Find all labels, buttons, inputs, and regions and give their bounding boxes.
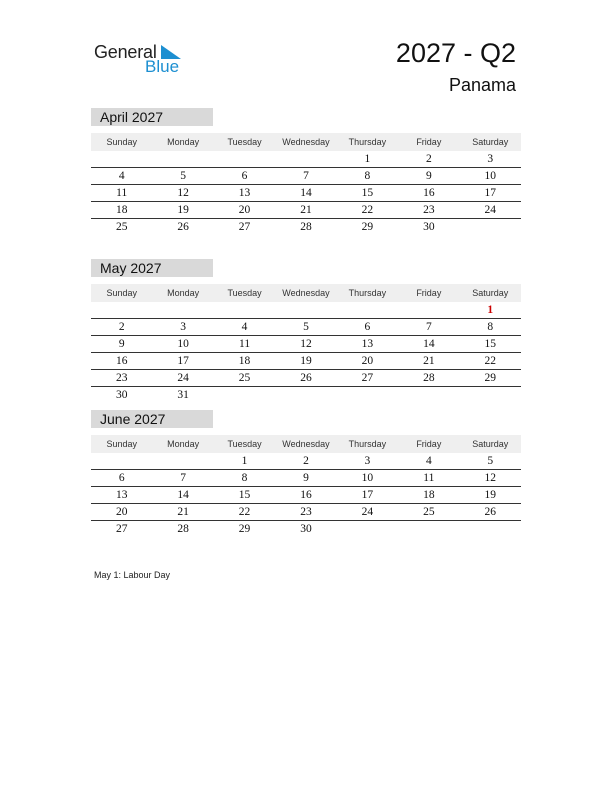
day-cell: 28 [300, 221, 312, 233]
day-cell: 26 [177, 221, 189, 233]
weekday-label: Sunday [106, 137, 137, 147]
week-row [91, 151, 521, 168]
day-cell: 17 [177, 355, 189, 367]
day-cell: 7 [180, 472, 186, 484]
day-cell: 1 [241, 455, 248, 467]
day-cell: 31 [177, 389, 189, 401]
day-cell: 14 [177, 489, 189, 501]
day-cell: 3 [487, 153, 494, 165]
day-cell: 12 [484, 472, 496, 484]
weekday-header-row [91, 284, 521, 302]
empty-day-cell [91, 302, 152, 318]
week-row [91, 453, 521, 470]
day-cell: 13 [115, 489, 128, 501]
weekday-label: Monday [167, 288, 200, 298]
day-cell: 26 [484, 506, 496, 518]
month-header: June 2027 [91, 410, 213, 428]
day-cell: 27 [115, 523, 128, 535]
empty-day-cell [275, 302, 336, 318]
day-cell: 27 [238, 221, 251, 233]
empty-day-cell [460, 219, 521, 235]
day-cell: 23 [300, 506, 312, 518]
day-cell: 24 [484, 204, 496, 216]
week-row [91, 336, 521, 353]
week-row [91, 353, 521, 370]
day-cell: 21 [177, 506, 189, 518]
empty-day-cell [460, 521, 521, 537]
day-cell: 8 [487, 321, 494, 333]
week-row [91, 470, 521, 487]
day-cell: 29 [361, 221, 374, 233]
day-cell: 7 [425, 321, 432, 333]
day-cell: 19 [177, 204, 189, 216]
weekday-label: Sunday [106, 288, 137, 298]
empty-day-cell [152, 151, 213, 167]
weekday-label: Friday [416, 288, 442, 298]
day-cell: 1 [364, 153, 371, 165]
empty-day-cell [337, 521, 398, 537]
empty-day-cell [214, 302, 275, 318]
day-cell: 1 [487, 304, 494, 316]
empty-day-cell [460, 387, 521, 403]
logo-blue-text: Blue [145, 57, 180, 76]
week-row [91, 319, 521, 336]
weekday-label: Sunday [106, 439, 137, 449]
empty-day-cell [275, 387, 336, 403]
empty-day-cell [398, 521, 459, 537]
day-cell: 3 [364, 455, 371, 467]
day-cell: 21 [300, 204, 312, 216]
day-cell: 17 [361, 489, 374, 501]
week-row [91, 185, 521, 202]
day-cell: 3 [180, 321, 186, 333]
day-cell: 28 [423, 372, 435, 384]
day-cell: 16 [423, 187, 435, 199]
weekday-label: Tuesday [227, 439, 262, 449]
weekday-label: Saturday [472, 137, 509, 147]
day-cell: 9 [303, 472, 309, 484]
day-cell: 20 [361, 355, 374, 367]
day-cell: 27 [361, 372, 374, 384]
day-cell: 14 [300, 187, 312, 199]
day-cell: 5 [180, 170, 186, 182]
month-april [91, 108, 521, 235]
day-cell: 13 [238, 187, 251, 199]
day-cell: 6 [241, 170, 248, 182]
day-cell: 30 [115, 389, 128, 401]
day-cell: 29 [238, 523, 251, 535]
day-cell: 11 [239, 338, 251, 350]
day-cell: 24 [361, 506, 374, 518]
day-cell: 10 [177, 338, 189, 350]
month-may [91, 259, 521, 403]
day-cell: 10 [361, 472, 374, 484]
week-row [91, 202, 521, 219]
day-cell: 12 [300, 338, 312, 350]
day-cell: 25 [115, 221, 128, 233]
day-cell: 2 [425, 153, 432, 165]
weekday-label: Monday [167, 439, 200, 449]
day-cell: 4 [118, 170, 125, 182]
day-cell: 24 [177, 372, 189, 384]
day-cell: 8 [241, 472, 248, 484]
day-cell: 18 [423, 489, 435, 501]
weekday-label: Wednesday [282, 439, 330, 449]
day-cell: 5 [487, 455, 494, 467]
day-cell: 15 [361, 187, 374, 199]
holiday-note: May 1: Labour Day [94, 570, 171, 580]
day-cell: 30 [423, 221, 435, 233]
empty-day-cell [152, 302, 213, 318]
day-cell: 13 [361, 338, 374, 350]
day-cell: 14 [423, 338, 435, 350]
week-row [91, 168, 521, 185]
weekday-label: Friday [416, 439, 442, 449]
logo-general-text: General [94, 42, 157, 62]
day-cell: 25 [238, 372, 251, 384]
day-cell: 23 [115, 372, 128, 384]
day-cell: 19 [484, 489, 496, 501]
day-cell: 2 [303, 455, 309, 467]
empty-day-cell [398, 387, 459, 403]
day-cell: 19 [300, 355, 312, 367]
week-row [91, 387, 521, 403]
month-header: April 2027 [91, 108, 213, 126]
weekday-label: Saturday [472, 439, 509, 449]
month-june [91, 410, 521, 537]
weekday-label: Tuesday [227, 288, 262, 298]
weekday-header-row [91, 435, 521, 453]
empty-day-cell [91, 151, 152, 167]
week-row [91, 521, 521, 537]
day-cell: 15 [484, 338, 496, 350]
weekday-label: Monday [167, 137, 200, 147]
day-cell: 22 [238, 506, 251, 518]
weekday-label: Tuesday [227, 137, 262, 147]
day-cell: 18 [115, 204, 128, 216]
day-cell: 11 [116, 187, 128, 199]
empty-day-cell [214, 387, 275, 403]
day-cell: 18 [238, 355, 251, 367]
weekday-label: Wednesday [282, 137, 330, 147]
day-cell: 15 [238, 489, 251, 501]
day-cell: 16 [300, 489, 312, 501]
day-cell: 9 [425, 170, 432, 182]
day-cell: 8 [364, 170, 371, 182]
empty-day-cell [398, 302, 459, 318]
empty-day-cell [214, 151, 275, 167]
day-cell: 23 [423, 204, 435, 216]
day-cell: 2 [118, 321, 125, 333]
weekday-label: Friday [416, 137, 442, 147]
page-title: 2027 - Q2 [395, 38, 516, 68]
day-cell: 20 [115, 506, 128, 518]
weekday-header-row [91, 133, 521, 151]
empty-day-cell [275, 151, 336, 167]
weekday-label: Wednesday [282, 288, 330, 298]
week-row [91, 219, 521, 235]
day-cell: 9 [118, 338, 125, 350]
day-cell: 6 [118, 472, 125, 484]
day-cell: 26 [300, 372, 312, 384]
weekday-label: Thursday [348, 137, 387, 147]
day-cell: 20 [238, 204, 251, 216]
empty-day-cell [337, 302, 398, 318]
week-row [91, 370, 521, 387]
country-name: Panama [448, 75, 516, 95]
empty-day-cell [337, 387, 398, 403]
day-cell: 7 [303, 170, 309, 182]
day-cell: 16 [115, 355, 128, 367]
day-cell: 30 [300, 523, 312, 535]
week-row [91, 487, 521, 504]
holiday-notes [94, 570, 170, 580]
day-cell: 5 [303, 321, 309, 333]
day-cell: 12 [177, 187, 189, 199]
weekday-label: Thursday [348, 439, 387, 449]
day-cell: 11 [423, 472, 435, 484]
day-cell: 4 [425, 455, 432, 467]
day-cell: 28 [177, 523, 189, 535]
day-cell: 21 [423, 355, 435, 367]
day-cell: 29 [484, 372, 496, 384]
week-row [91, 504, 521, 521]
day-cell: 25 [423, 506, 435, 518]
day-cell: 22 [484, 355, 496, 367]
day-cell: 17 [484, 187, 496, 199]
generalblue-logo [94, 40, 194, 80]
day-cell: 10 [484, 170, 496, 182]
weekday-label: Thursday [348, 288, 387, 298]
empty-day-cell [152, 453, 213, 469]
empty-day-cell [91, 453, 152, 469]
weekday-label: Saturday [472, 288, 509, 298]
day-cell: 22 [361, 204, 374, 216]
month-header: May 2027 [91, 259, 213, 277]
week-row [91, 302, 521, 319]
day-cell: 6 [364, 321, 371, 333]
day-cell: 4 [241, 321, 248, 333]
